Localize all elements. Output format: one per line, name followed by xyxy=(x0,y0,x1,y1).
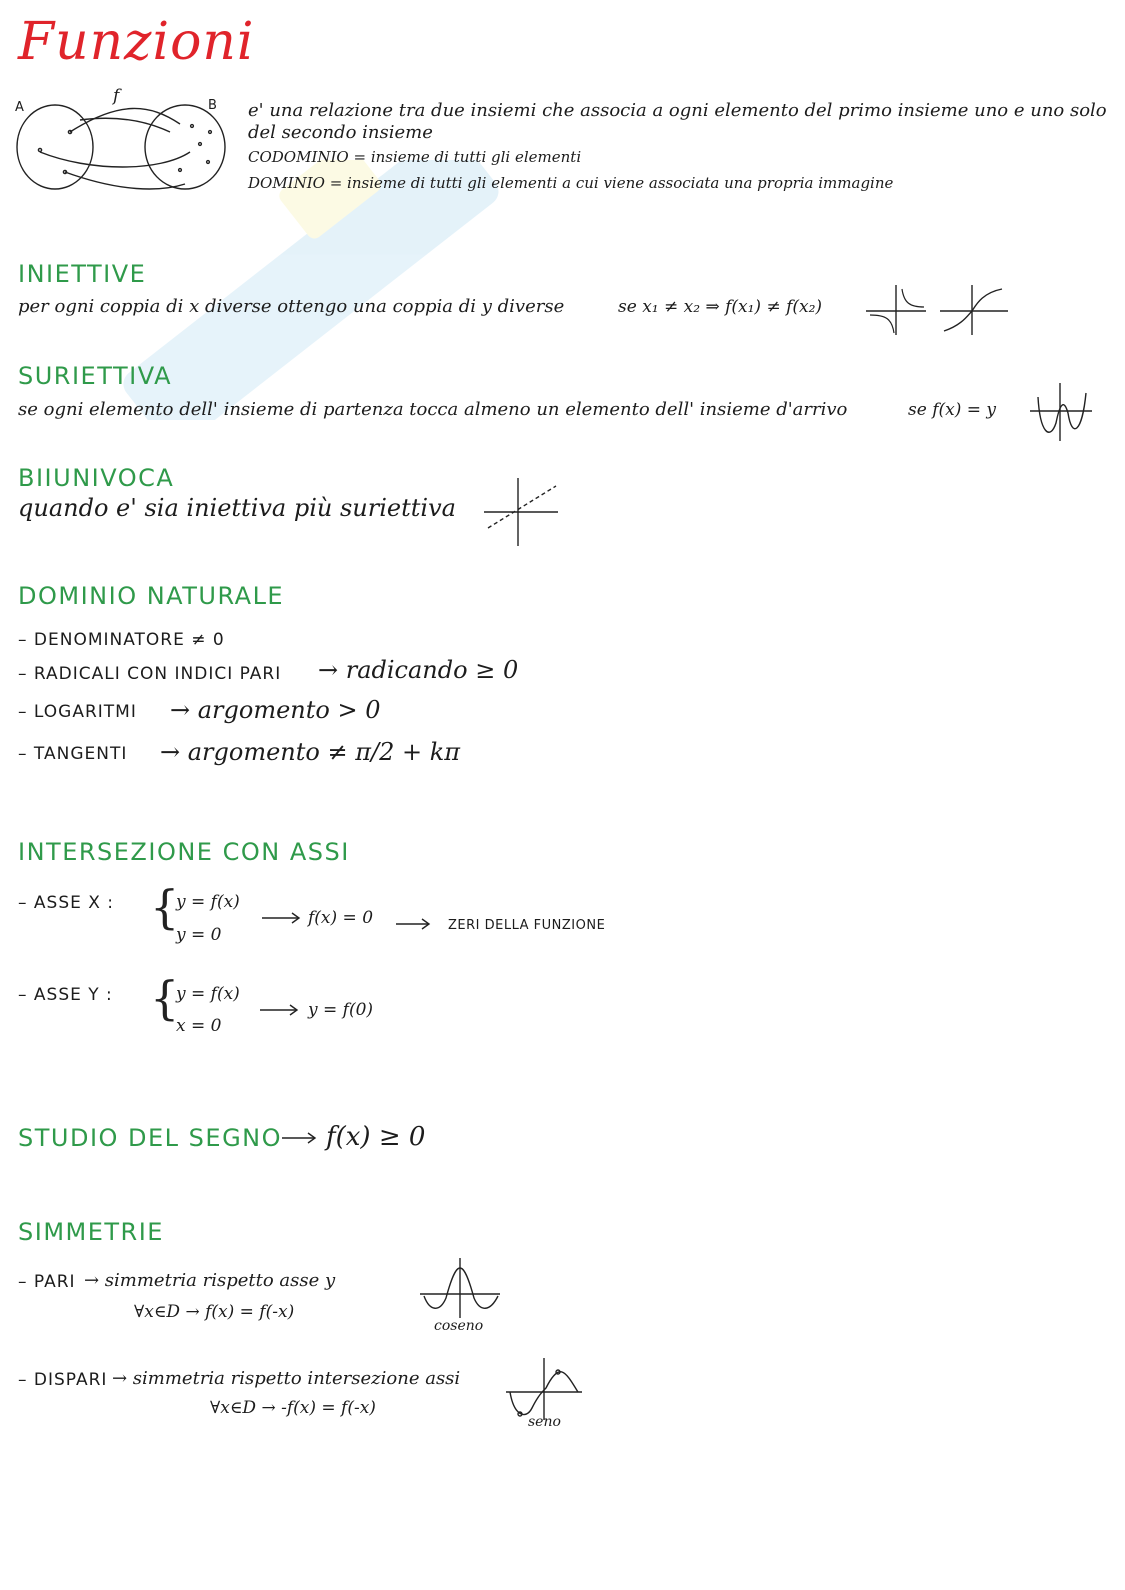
set-b-label: B xyxy=(208,98,218,113)
heading-studio-segno: STUDIO DEL SEGNO xyxy=(18,1124,283,1152)
asse-x-result: f(x) = 0 xyxy=(308,908,374,928)
heading-simmetrie: SIMMETRIE xyxy=(18,1218,164,1246)
codominio-definition: CODOMINIO = insieme di tutti gli elementi xyxy=(248,148,582,166)
set-a-label: A xyxy=(15,100,25,115)
iniettive-text: per ogni coppia di x diverse ottengo una coppia di y diverse xyxy=(18,296,565,317)
dominio-item: – DENOMINATORE ≠ 0 xyxy=(18,630,225,650)
dominio-item-condition: → radicando ≥ 0 xyxy=(318,656,519,684)
heading-iniettive: INIETTIVE xyxy=(18,260,147,288)
sine-graph xyxy=(506,1358,584,1420)
map-label: f xyxy=(113,86,120,106)
system-brace: { xyxy=(150,971,180,1025)
cosine-graph xyxy=(420,1258,502,1318)
mapping-diagram xyxy=(10,92,240,202)
dominio-item-condition: → argomento ≠ π/2 + kπ xyxy=(160,738,461,766)
system-brace: { xyxy=(150,880,180,934)
sine-caption: seno xyxy=(528,1414,561,1430)
zeri-note: ZERI DELLA FUNZIONE xyxy=(448,918,606,933)
arrow-icon xyxy=(262,912,302,924)
dominio-item: – TANGENTI xyxy=(18,744,128,764)
dominio-definition: DOMINIO = insieme di tutti gli elementi a cui viene associata una propria immagine xyxy=(248,174,894,192)
asse-x-eq2: y = 0 xyxy=(176,925,222,945)
definition-line-1: e' una relazione tra due insiemi che associa a ogni elemento del primo insieme uno e uno solo xyxy=(248,100,1107,121)
heading-intersezione: INTERSEZIONE CON ASSI xyxy=(18,838,350,866)
heading-dominio-naturale: DOMINIO NATURALE xyxy=(18,582,285,610)
asse-x-eq1: y = f(x) xyxy=(176,892,240,912)
heading-suriettiva: SURIETTIVA xyxy=(18,362,172,390)
dominio-item-condition: → argomento > 0 xyxy=(170,696,381,724)
heading-biunivoca: BIIUNIVOCA xyxy=(18,464,175,492)
hyperbola-graph xyxy=(866,285,926,335)
dispari-formula: ∀x∈D → -f(x) = f(-x) xyxy=(210,1398,376,1418)
suriettiva-condition: se f(x) = y xyxy=(908,400,996,420)
pari-label: – PARI xyxy=(18,1272,76,1292)
dominio-item: – LOGARITMI xyxy=(18,702,137,722)
arrow-icon xyxy=(282,1132,318,1144)
pari-formula: ∀x∈D → f(x) = f(-x) xyxy=(134,1302,295,1322)
asse-y-eq2: x = 0 xyxy=(176,1016,222,1036)
asse-y-eq1: y = f(x) xyxy=(176,984,240,1004)
asse-y-label: – ASSE Y : xyxy=(18,985,113,1005)
cubic-graph xyxy=(940,285,1010,335)
linear-graph xyxy=(484,478,560,546)
arrow-icon xyxy=(260,1004,300,1016)
dispari-label: – DISPARI xyxy=(18,1370,108,1390)
dominio-item: – RADICALI CON INDICI PARI xyxy=(18,664,282,684)
pari-text: → simmetria rispetto asse y xyxy=(84,1270,336,1291)
suriettiva-graph xyxy=(1030,383,1094,441)
asse-y-result: y = f(0) xyxy=(308,1000,374,1020)
asse-x-label: – ASSE X : xyxy=(18,893,115,913)
cosine-caption: coseno xyxy=(434,1318,484,1334)
dispari-text: → simmetria rispetto intersezione assi xyxy=(112,1368,461,1389)
biunivoca-text: quando e' sia iniettiva più suriettiva xyxy=(18,494,456,522)
iniettive-condition: se x₁ ≠ x₂ ⇒ f(x₁) ≠ f(x₂) xyxy=(618,297,823,317)
arrow-icon xyxy=(396,918,432,930)
suriettiva-text: se ogni elemento dell' insieme di partenza tocca almeno un elemento dell' insieme d'arrivo xyxy=(18,399,848,420)
segno-condition: f(x) ≥ 0 xyxy=(326,1122,426,1152)
definition-line-2: del secondo insieme xyxy=(248,122,433,143)
page-title: Funzioni xyxy=(18,12,255,72)
